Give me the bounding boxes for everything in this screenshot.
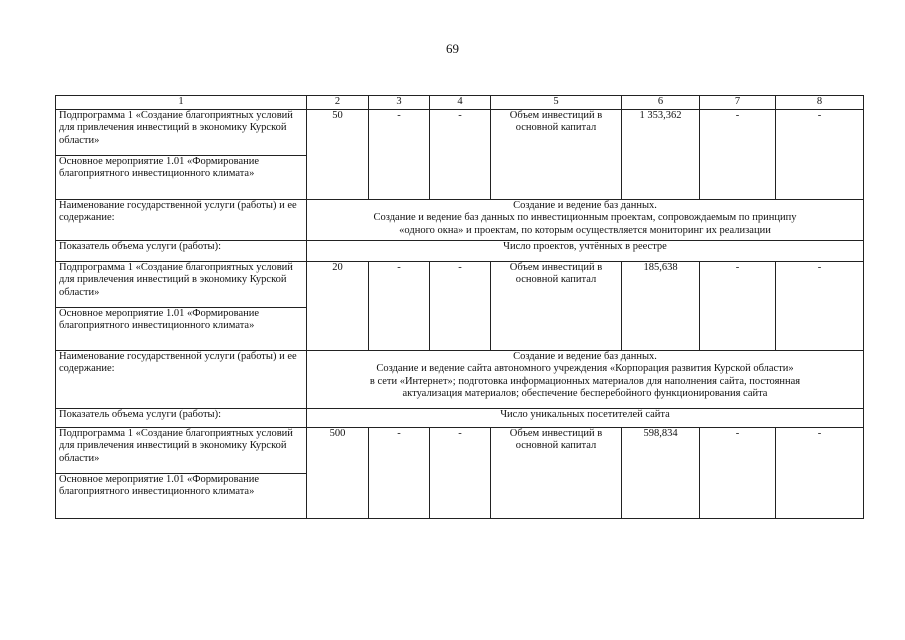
indicator-cell: Объем инвестиций в основной капитал <box>491 261 622 350</box>
service-line: Создание и ведение баз данных. <box>513 199 657 211</box>
value-cell: 20 <box>307 261 369 350</box>
value-cell: 50 <box>307 109 369 199</box>
activity-cell: Основное мероприятие 1.01 «Формирование благоприятного инвестиционного климата» <box>56 473 307 518</box>
value-cell: - <box>430 427 491 518</box>
subprogram-cell: Подпрограмма 1 «Создание благоприятных условий для привлечения инвестиций в экономику Курской области» <box>56 109 307 155</box>
value-cell: - <box>369 427 430 518</box>
table-row <box>56 199 864 240</box>
table-row <box>56 240 864 261</box>
service-description <box>307 199 864 240</box>
service-line: Создание и ведение баз данных по инвестиционным проектам, сопровождаемым по принципу <box>373 212 797 223</box>
service-label: Наименование государственной услуги (работы) и ее содержание: <box>56 199 307 240</box>
budget-table <box>55 95 864 519</box>
value-cell: - <box>700 109 776 199</box>
value-cell: 500 <box>307 427 369 518</box>
header-cell: 3 <box>369 96 430 110</box>
service-line: «одного окна» и проектам, по которым осуществляется мониторинг их реализации <box>399 224 771 236</box>
page-number: 69 <box>446 41 459 56</box>
table-row <box>56 427 864 473</box>
activity-cell: Основное мероприятие 1.01 «Формирование благоприятного инвестиционного климата» <box>56 155 307 199</box>
subprogram-cell: Подпрограмма 1 «Создание благоприятных условий для привлечения инвестиций в экономику Курской области» <box>56 427 307 473</box>
service-label: Наименование государственной услуги (работы) и ее содержание: <box>56 350 307 408</box>
indicator-value: Число проектов, учтённых в реестре <box>307 240 864 261</box>
value-cell: - <box>369 261 430 350</box>
subprogram-cell: Подпрограмма 1 «Создание благоприятных условий для привлечения инвестиций в экономику Курской области» <box>56 261 307 307</box>
service-line: Создание и ведение баз данных. <box>513 350 657 362</box>
header-cell: 2 <box>307 96 369 110</box>
header-cell: 5 <box>491 96 622 110</box>
service-description <box>307 350 864 408</box>
value-cell: - <box>430 109 491 199</box>
table-row <box>56 350 864 408</box>
value-cell: 1 353,362 <box>622 109 700 199</box>
indicator-cell: Объем инвестиций в основной капитал <box>491 427 622 518</box>
table-row <box>56 408 864 427</box>
table-row <box>56 109 864 155</box>
value-cell: 185,638 <box>622 261 700 350</box>
service-line: Создание и ведение сайта автономного учреждения «Корпорация развития Курской области» <box>376 363 794 374</box>
indicator-cell: Объем инвестиций в основной капитал <box>491 109 622 199</box>
value-cell: - <box>369 109 430 199</box>
header-cell: 8 <box>776 96 864 110</box>
header-row <box>56 96 864 110</box>
value-cell: - <box>700 427 776 518</box>
value-cell: - <box>430 261 491 350</box>
indicator-label: Показатель объема услуги (работы): <box>56 240 307 261</box>
value-cell: - <box>776 427 864 518</box>
header-cell: 4 <box>430 96 491 110</box>
activity-cell: Основное мероприятие 1.01 «Формирование благоприятного инвестиционного климата» <box>56 307 307 350</box>
service-line: в сети «Интернет»; подготовка информационных материалов для наполнения сайта, постоянная <box>369 375 801 387</box>
value-cell: - <box>776 261 864 350</box>
value-cell: - <box>776 109 864 199</box>
header-cell: 6 <box>622 96 700 110</box>
indicator-value: Число уникальных посетителей сайта <box>307 408 864 427</box>
header-cell: 7 <box>700 96 776 110</box>
service-line: актуализация материалов; обеспечение бесперебойного функционирования сайта <box>402 388 768 399</box>
value-cell: - <box>700 261 776 350</box>
table-row <box>56 261 864 307</box>
indicator-label: Показатель объема услуги (работы): <box>56 408 307 427</box>
value-cell: 598,834 <box>622 427 700 518</box>
header-cell: 1 <box>56 96 307 110</box>
